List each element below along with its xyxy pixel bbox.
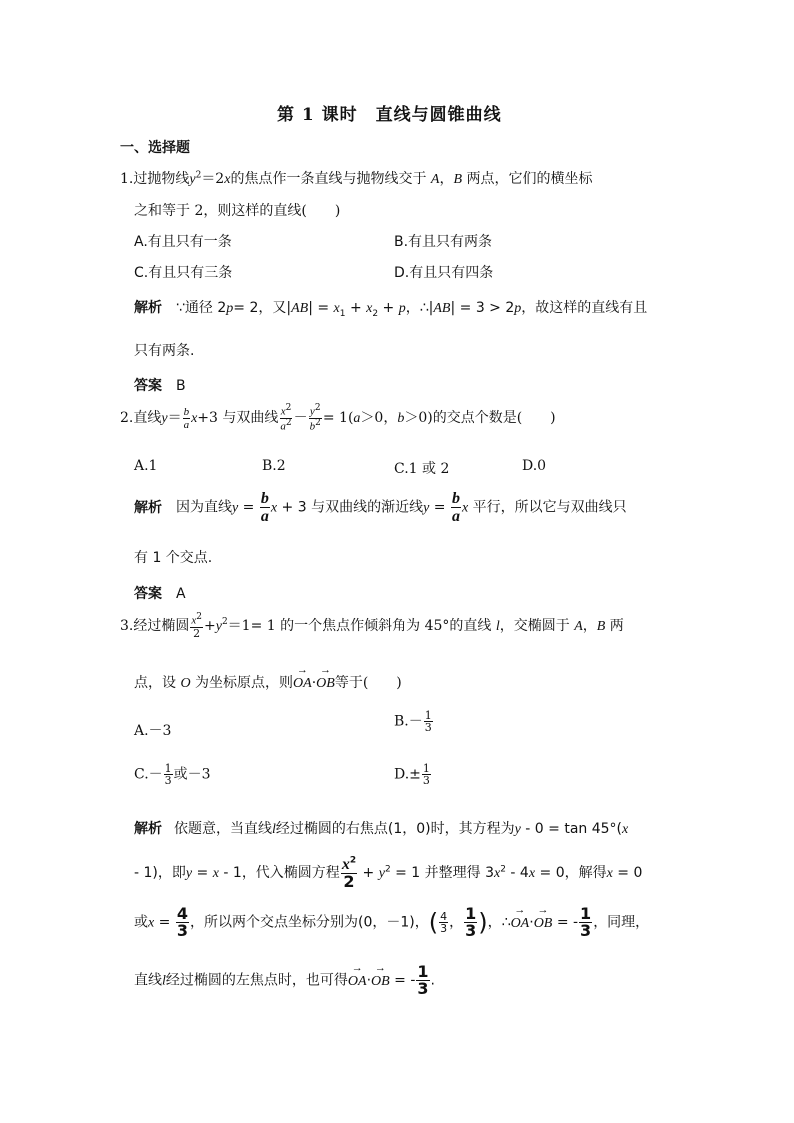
q3-analysis-3b: ，所以两个交点坐标分别为(0，－1)， (190, 914, 429, 931)
q3-text-b: = 1 的一个焦点作倾斜角为 45°的直线 (250, 617, 492, 634)
q1-analysis-line2: 只有两条. (134, 343, 195, 359)
q3-line2-c: 等于( ) (334, 675, 402, 691)
q3-option-a: A.－3 (134, 723, 172, 739)
q3-option-c-label: C.－ (134, 766, 163, 783)
q2-analysis-a: 因为直线 (176, 499, 232, 516)
q1-text-a: 过抛物线 (133, 171, 190, 187)
q1-text-b: 的焦点作一条直线与抛物线交于 (230, 171, 427, 187)
q1-analysis-a: ∵通径 2 (176, 300, 227, 316)
q3-text-d: 两 (609, 617, 624, 634)
q2-option-a: A.1 (134, 458, 158, 474)
q3-option-b: B.－ $\frac{1}{3}$ (394, 709, 432, 734)
q3-analysis-line2: - 1)，即y = x - 1，代入椭圆方程 $\frac{x^2}{2}$ + $y^2 = 1$ 并整理得 $3x^2 - 4x = 0$，解得x = 0 (134, 855, 643, 891)
q2-text-c: = 1( (322, 410, 354, 427)
q3-analysis-line3: 或x = $\frac{4}{3}$ ，所以两个交点坐标分别为(0，－1)，( $\frac{4}{3}$ ， $\frac{1}{3}$ )，∴→ OA·→ OB = - $\frac{1}{3}$ ，同理， (134, 906, 649, 939)
q3-analysis-1c: - 0 = tan 45°( (520, 821, 623, 837)
analysis-label: 解析 (134, 300, 162, 316)
q2-text-b: +3 与双曲线 (197, 410, 279, 427)
q3-stem-line1: 3.经过椭圆 $\frac{x^2}{2}$ $+y^2=1= 1$ 的一个焦点作倾斜角为 45°的直线 l，交椭圆于 A，B 两 (120, 612, 624, 640)
q3-analysis-2e: = 0，解得 (535, 865, 607, 881)
q3-analysis-2b: - 1，代入椭圆方程 (218, 865, 340, 881)
q1-option-b: B.有且只有两条 (394, 234, 493, 250)
q2-text-a: 直线 (133, 410, 162, 427)
answer-label: 答案 (134, 586, 162, 602)
q1-answer (134, 375, 186, 395)
q3-analysis-1a: 依题意，当直线 (174, 821, 272, 837)
answer-label: 答案 (134, 378, 162, 394)
q3-analysis-3c: ，∴ (487, 914, 511, 931)
q3-analysis-4a: 直线 (134, 972, 162, 989)
q3-analysis-2c: = 1 并整理得 3 (390, 865, 495, 881)
q1-number: 1. (120, 171, 134, 187)
q2-analysis-c: 平行，所以它与双曲线只 (472, 499, 627, 516)
q3-option-c-tail: 或－3 (173, 766, 211, 783)
q3-option-d-label: D.± (394, 766, 421, 783)
q2-analysis-b: + 3 与双曲线的渐近线 (277, 499, 424, 516)
q2-analysis-line2: 有 1 个交点. (134, 550, 213, 566)
section-heading: 一、选择题 (120, 140, 190, 156)
q1-analysis-e: | = 3 > 2 (450, 300, 515, 316)
q1-analysis-b: = 2，又| (233, 300, 292, 316)
q3-line2-a: 点，设 (134, 675, 176, 691)
q1-option-d: D.有且只有四条 (394, 265, 494, 281)
q3-stem-line2: 点，设 O 为坐标原点，则→ OA·→ OB等于( ) (134, 672, 402, 692)
q1-option-c: C.有且只有三条 (134, 265, 233, 281)
q2-text-d: ＞0， (360, 410, 398, 427)
q2-number: 2. (120, 410, 134, 427)
q3-analysis-3a: 或 (134, 914, 148, 931)
q3-analysis-line1: 解析 依题意，当直线l经过椭圆的右焦点(1，0)时，其方程为y - 0 = tan 45°(x (134, 821, 629, 837)
q3-analysis-3e: ，同理， (593, 914, 650, 931)
analysis-label: 解析 (134, 821, 162, 837)
q3-analysis-1b: 经过椭圆的右焦点(1，0)时，其方程为 (275, 821, 515, 837)
q2-option-b: B.2 (262, 458, 286, 474)
q2-option-d: D.0 (522, 458, 547, 474)
q1-analysis-f: ，故这样的直线有且 (521, 300, 648, 316)
q3-option-d: D.± $\frac{1}{3}$ (394, 762, 430, 787)
q3-line2-b: 为坐标原点，则 (195, 675, 294, 691)
q3-number: 3. (120, 617, 134, 634)
q1-analysis-d: ，∴| (405, 300, 434, 316)
q3-analysis-4b: 经过椭圆的左焦点时，也可得 (165, 972, 348, 989)
q3-option-b-label: B.－ (394, 713, 423, 730)
q1-answer-value: B (176, 378, 186, 394)
q3-text-a: 经过椭圆 (133, 617, 190, 634)
q1-stem-line2: 之和等于 2，则这样的直线( ) (134, 203, 341, 219)
q2-analysis-line1: 解析 因为直线y = $\frac{b}{a}$ x + 3 与双曲线的渐近线y = $\frac{b}{a}$ x 平行，所以它与双曲线只 (134, 490, 627, 525)
q1-analysis-c: | = (308, 300, 334, 316)
q2-stem: 2.直线y＝ $\frac{b}{a}$ x+3 与双曲线 $\frac{x^2}{a^2}$ － $\frac{y^2}{b^2}$ = 1(a＞0，b＞0)的交点个数是( ) (120, 403, 556, 433)
analysis-label: 解析 (134, 499, 162, 516)
q1-option-a: A.有且只有一条 (134, 234, 232, 250)
q1-stem-line1: 1.过抛物线$y^2=2x$的焦点作一条直线与抛物线交于 A，B 两点，它们的横坐标 (120, 170, 593, 187)
q3-analysis-3d: = - (556, 914, 579, 931)
q1-analysis-line1: 解析 ∵通径 2p= 2，又$|AB| = x_1 + x_2 + p$，∴|AB| = 3 > 2p，故这样的直线有且 (134, 300, 648, 319)
q3-option-c: C.－ $\frac{1}{3}$ 或－3 (134, 762, 211, 787)
q2-option-c: C.1 或 2 (394, 461, 450, 477)
q2-answer-value: A (176, 586, 186, 602)
q3-analysis-2d: - 4 (505, 865, 529, 881)
q3-analysis-4c: = - (394, 972, 416, 989)
q3-analysis-2f: = 0 (612, 865, 643, 881)
page-title: 第 1 课时 直线与圆锥曲线 (277, 105, 502, 125)
q1-text-c: 两点，它们的横坐标 (466, 171, 593, 187)
q3-analysis-2a: - 1)，即 (134, 865, 186, 881)
q2-answer (134, 583, 186, 603)
q2-text-e: ＞0)的交点个数是( ) (404, 410, 556, 427)
q3-analysis-line4: 直线l经过椭圆的左焦点时，也可得→ OA·→ OB = - $\frac{1}{3}$ . (134, 964, 435, 997)
q3-text-c: ，交椭圆于 (499, 617, 570, 634)
